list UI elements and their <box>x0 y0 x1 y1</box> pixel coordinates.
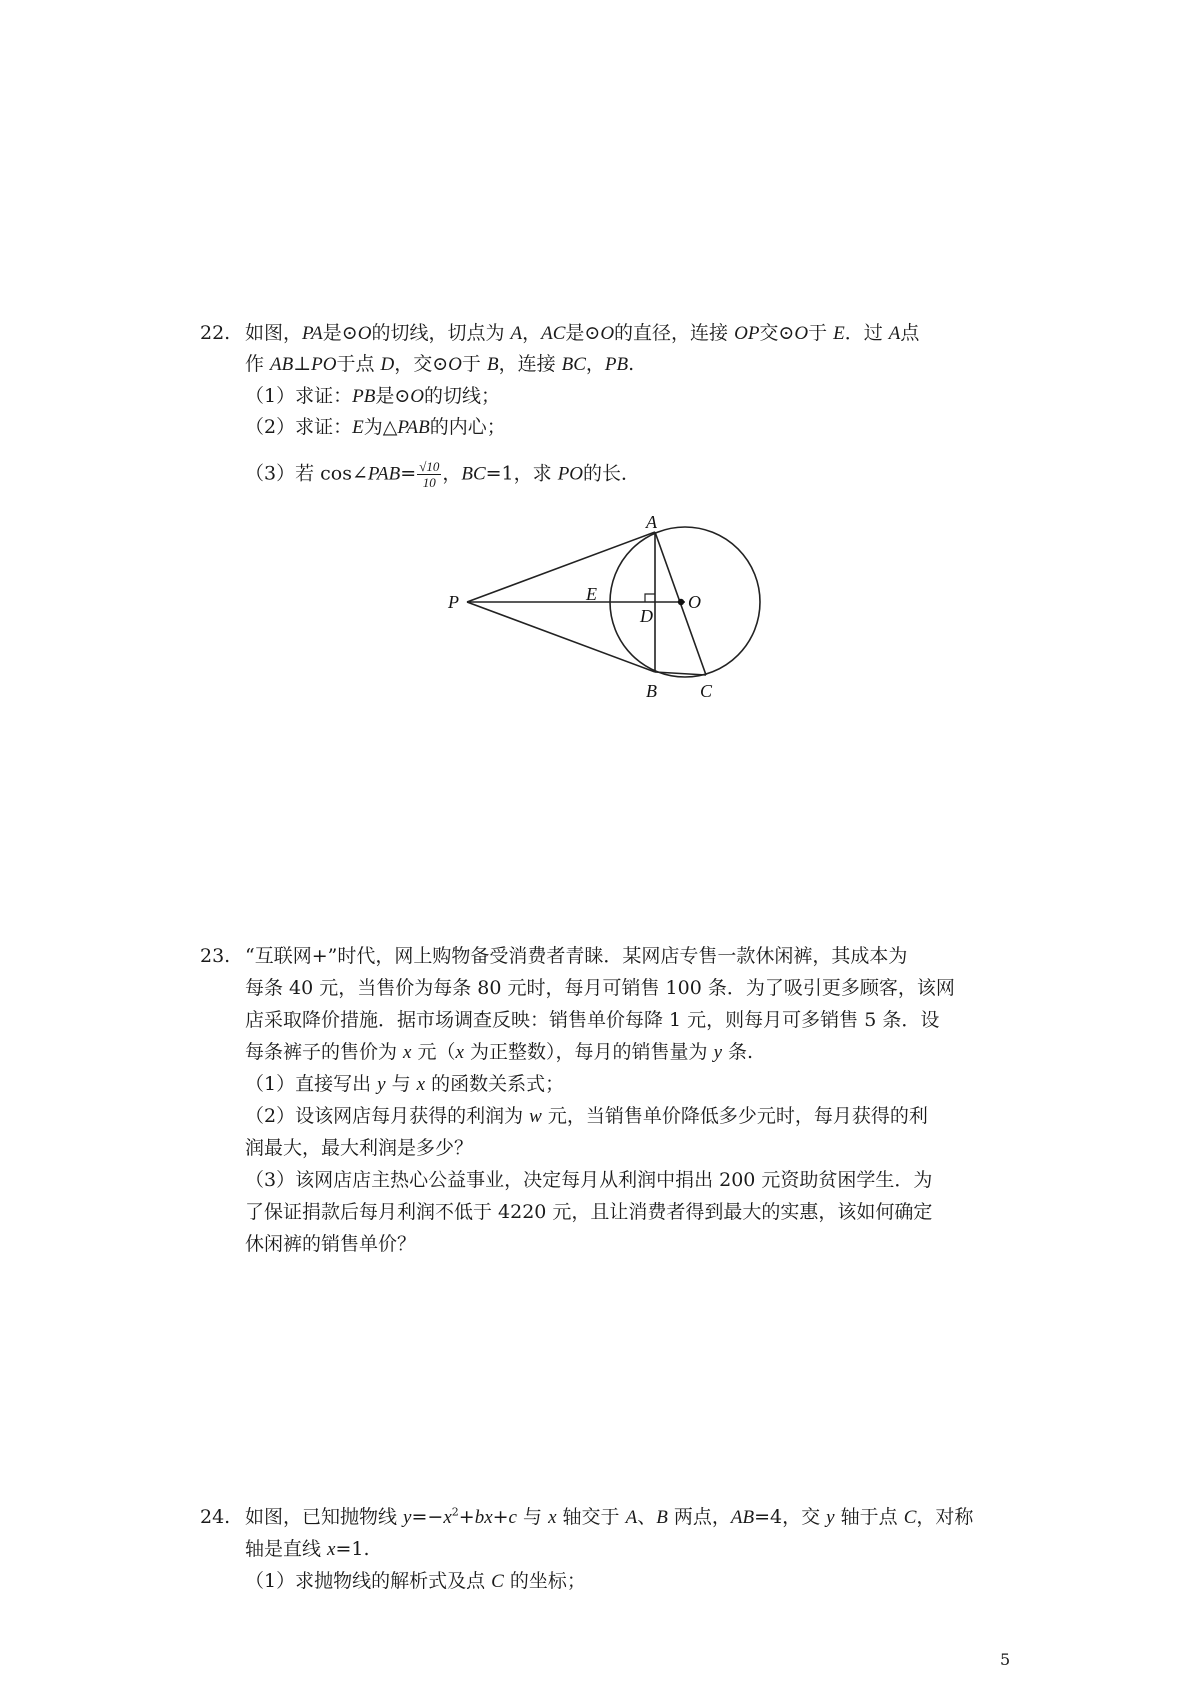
q23-part2a: （2）设该网店每月获得的利润为 w 元，当销售单价降低多少元时，每月获得的利 <box>245 1105 928 1127</box>
q22-part3: （3）若 cos∠PAB= $\frac{√10}{10}$ ，BC=1，求 PO的长． <box>245 459 641 490</box>
q22-part2: （2）求证：E为△PAB的内心； <box>245 416 506 438</box>
q22-part1: （1）求证：PB是⊙O的切线； <box>245 385 500 407</box>
right-angle-mark <box>645 594 655 602</box>
label-p: P <box>448 592 459 612</box>
q24-part1: （1）求抛物线的解析式及点 C 的坐标； <box>245 1570 586 1592</box>
q23-part3b: 了保证捐款后每月利润不低于 4220 元，且让消费者得到最大的实惠，该如何确定 <box>245 1201 933 1223</box>
q23-line2: 每条 40 元，当售价为每条 80 元时，每月可销售 100 条．为了吸引更多顾客，该网 <box>245 977 955 999</box>
label-b: B <box>646 681 657 701</box>
q24-number: 24. <box>200 1506 231 1528</box>
q22-number: 22. <box>200 322 231 344</box>
q22-line2: 作 AB⊥PO于点 D，交⊙O于 B，连接 BC，PB. <box>245 353 635 375</box>
q23-part2b: 润最大，最大利润是多少？ <box>245 1137 474 1159</box>
center-dot <box>678 599 684 605</box>
page-number: 5 <box>1000 1650 1011 1669</box>
q23-part1: （1）直接写出 y 与 x 的函数关系式； <box>245 1073 565 1095</box>
q23-line1: “互联网+”时代，网上购物备受消费者青睐．某网店专售一款休闲裤，其成本为 <box>245 945 908 967</box>
q24-line1: 如图，已知抛物线 $y=-x^2+bx+c$ 与 x 轴交于 A、B 两点，AB=4，交 y 轴于点 C，对称 <box>245 1505 974 1528</box>
cos-fraction: $\frac{√10}{10}$ <box>419 459 440 490</box>
q22-line1: 如图，PA是⊙O的切线，切点为 A，AC是⊙O的直径，连接 OP交⊙O于 E．过 A点 <box>245 322 920 344</box>
q23-line3: 店采取降价措施．据市场调查反映：销售单价每降 1 元，则每月可多销售 5 条．设 <box>245 1009 940 1031</box>
q23-number: 23. <box>200 945 231 967</box>
geometry-figure <box>440 505 780 705</box>
q23-part3a: （3）该网店店主热心公益事业，决定每月从利润中捐出 200 元资助贫困学生．为 <box>245 1169 933 1191</box>
label-o: O <box>688 592 701 612</box>
segment-pa <box>467 532 655 602</box>
label-a: A <box>646 512 657 532</box>
label-c: C <box>700 681 713 701</box>
q24-line2: 轴是直线 x=1. <box>245 1538 370 1560</box>
q23-line4: 每条裤子的售价为 x 元（x 为正整数），每月的销售量为 y 条. <box>245 1041 754 1063</box>
segment-pb <box>467 602 655 672</box>
label-e: E <box>586 584 597 604</box>
label-d: D <box>640 606 653 626</box>
q23-part3c: 休闲裤的销售单价？ <box>245 1233 417 1255</box>
